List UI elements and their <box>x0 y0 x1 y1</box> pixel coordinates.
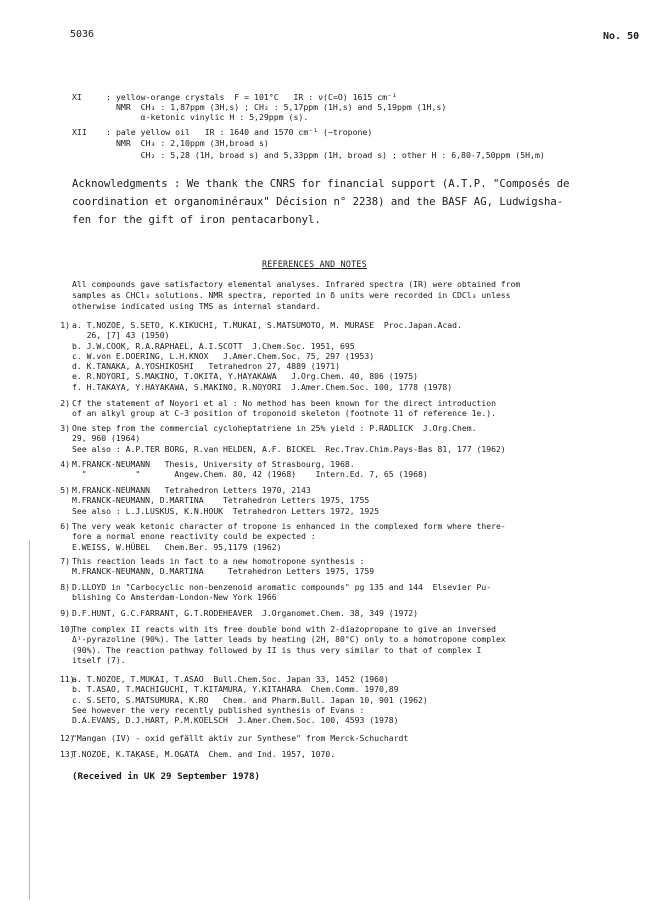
compound-sep-xii: : <box>106 127 111 137</box>
page-edge-line <box>29 540 30 900</box>
reference-item-13 <box>60 749 632 759</box>
reference-item-7 <box>60 556 632 577</box>
compound-label-xii: XII <box>72 127 87 137</box>
reference-line: M.FRANCK-NEUMANN, D.MARTINA Tetrahedron Letters 1975, 1759 <box>72 566 375 577</box>
reference-item-6 <box>60 521 632 552</box>
reference-line: (90%). The reaction pathway followed by II is thus very similar to that of complex I <box>72 644 482 655</box>
reference-number: 4) <box>60 459 70 469</box>
references-intro-line: samples as CHCl₃ solutions. NMR spectra, reported in δ units were recorded in CDCl₃ unless <box>72 290 511 300</box>
reference-line: This reaction leads in fact to a new homotropone synthesis : <box>72 556 365 566</box>
reference-number: 11) <box>60 674 75 684</box>
reference-line: M.FRANCK-NEUMANN, D.MARTINA Tetrahedron Letters 1975, 1755 <box>72 495 370 506</box>
compound-line: NMR CH₃ : 1,87ppm (3H,s) ; CH₂ : 5,17ppm (1H,s) and 5,19ppm (1H,s) <box>116 102 447 112</box>
reference-item-8 <box>60 582 632 603</box>
compound-line: pale yellow oil IR : 1640 and 1570 cm⁻¹ (~tropone) <box>116 127 373 137</box>
reference-line: T.NOZOE, K.TAKASE, M.OGATA Chem. and Ind. 1957, 1070. <box>72 749 336 759</box>
reference-item-3 <box>60 423 632 454</box>
reference-number: 10) <box>60 624 75 634</box>
reference-line: " " Angew.Chem. 80, 42 (1968) Intern.Ed. 7, 65 (1968) <box>72 469 428 480</box>
reference-line: c. S.SETO, S.MATSUMURA, K.RO Chem. and Pharm.Bull. Japan 10, 901 (1962) <box>72 694 428 705</box>
reference-number: 8) <box>60 582 70 592</box>
reference-line: E.WEISS, W.HÜBEL Chem.Ber. 95,1179 (1962) <box>72 541 282 552</box>
reference-line: d. K.TANAKA, A.YOSHIKOSHI Tetrahedron 27, 4889 (1971) <box>72 361 341 372</box>
reference-line: Δ¹-pyrazoline (90%). The latter leads by heating (2H, 80°C) only to a homotropone complex <box>72 634 506 645</box>
reference-line: See also : L.J.LUSKUS, K.N.HOUK Tetrahedron Letters 1972, 1925 <box>72 505 379 516</box>
reference-line: b. J.W.COOK, R.A.RAPHAEL, A.I.SCOTT J.Chem.Soc. 1951, 695 <box>72 340 355 351</box>
reference-line: "Mangan (IV) - oxid gefällt aktiv zur Synthese" from Merck-Schuchardt <box>72 733 409 743</box>
acknowledgments-line: coordination et organominéraux" Décision n° 2238) and the BASF AG, Ludwigsha- <box>72 196 564 208</box>
reference-line: of an alkyl group at C-3 position of troponoid skeleton (footnote 11 of reference 1e.). <box>72 408 496 419</box>
reference-line: M.FRANCK-NEUMANN Tetrahedron Letters 1970, 2143 <box>72 485 311 495</box>
compound-line: CH₂ : 5,28 (1H, broad s) and 5,33ppm (1H, broad s) ; other H : 6,80-7,50ppm (5H,m) <box>116 150 545 160</box>
references-intro-line: All compounds gave satisfactory elemental analyses. Infrared spectra (IR) were obtained from <box>72 279 521 289</box>
reference-line: See however the very recently published synthesis of Evans : <box>72 704 365 715</box>
reference-line: The very weak ketonic character of tropone is enhanced in the complexed form where there- <box>72 521 506 531</box>
reference-item-9 <box>60 608 632 618</box>
reference-number: 6) <box>60 521 70 531</box>
reference-line: 26, [7] 43 (1950) <box>72 330 170 341</box>
reference-number: 7) <box>60 556 70 566</box>
reference-line: a. T.NOZOE, T.MUKAI, T.ASAO Bull.Chem.Soc. Japan 33, 1452 (1960) <box>72 674 389 684</box>
reference-item-12 <box>60 733 632 743</box>
reference-number: 3) <box>60 423 70 433</box>
reference-item-4 <box>60 459 632 480</box>
compound-line: yellow-orange crystals F = 101°C IR : ν(C=O) 1615 cm⁻¹ <box>116 92 397 102</box>
reference-line: f. H.TAKAYA, Y.HAYAKAWA, S.MAKINO, R.NOYORI J.Amer.Chem.Soc. 100, 1778 (1978) <box>72 381 453 392</box>
issue-number: No. 50 <box>603 31 640 42</box>
reference-line: D.A.EVANS, D.J.HART, P.M.KOELSCH J.Amer.Chem.Soc. 100, 4593 (1978) <box>72 715 399 726</box>
reference-item-11 <box>60 674 632 726</box>
reference-number: 12) <box>60 733 75 743</box>
page-number: 5036 <box>70 29 95 40</box>
compound-label-xi: XI <box>72 92 82 102</box>
reference-number: 9) <box>60 608 70 618</box>
reference-line: One step from the commercial cycloheptatriene in 25% yield : P.RADLICK J.Org.Chem. <box>72 423 477 433</box>
reference-number: 5) <box>60 485 70 495</box>
reference-line: See also : A.P.TER BORG, R.van HELDEN, A.F. BICKEL Rec.Trav.Chim.Pays-Bas 81, 177 (1962) <box>72 443 506 454</box>
acknowledgments-line: Acknowledgments : We thank the CNRS for financial support (A.T.P. "Composés de <box>72 178 570 190</box>
reference-line: a. T.NOZOE, S.SETO, K.KIKUCHI, T.MUKAI, S.MATSUMOTO, M. MURASE Proc.Japan.Acad. <box>72 320 462 330</box>
reference-line: e. R.NOYORI, S.MAKINO, T.OKITA, Y.HAYAKAWA J.Org.Chem. 40, 806 (1975) <box>72 371 418 382</box>
reference-line: M.FRANCK-NEUMANN Thesis, University of Strasbourg, 1968. <box>72 459 355 469</box>
reference-line: c. W.von E.DOERING, L.H.KNOX J.Amer.Chem.Soc. 75, 297 (1953) <box>72 350 375 361</box>
reference-line: The complex II reacts with its free double bond with 2-diazopropane to give an inversed <box>72 624 496 634</box>
reference-line: D.LLOYD in "Carbocyclic non-benzenoid aromatic compounds" pg 135 and 144 Elsevier Pu- <box>72 582 492 592</box>
acknowledgments-line: fen for the gift of iron pentacarbonyl. <box>72 214 321 226</box>
compound-line: NMR CH₃ : 2,10ppm (3H,broad s) <box>116 138 269 148</box>
reference-line: Cf the statement of Noyori et al : No method has been known for the direct introduction <box>72 398 496 408</box>
reference-number: 13) <box>60 749 75 759</box>
reference-item-10 <box>60 624 632 665</box>
received-date: (Received in UK 29 September 1978) <box>72 771 261 782</box>
compound-line: α-ketonic vinylic H : 5,29ppm (s). <box>116 112 309 122</box>
reference-line: D.F.HUNT, G.C.FARRANT, G.T.RODEHEAVER J.Organomet.Chem. 38, 349 (1972) <box>72 608 418 618</box>
reference-number: 2) <box>60 398 70 408</box>
reference-line: 29, 960 (1964) <box>72 433 141 444</box>
reference-line: blishing Co Amsterdam-London-New York 1966 <box>72 592 277 603</box>
references-intro-line: otherwise indicated using TMS as internal standard. <box>72 301 321 311</box>
reference-line: itself (7). <box>72 654 126 665</box>
reference-item-5 <box>60 485 632 516</box>
compound-sep-xi: : <box>106 92 111 102</box>
reference-item-2 <box>60 398 632 419</box>
reference-line: fore a normal enone reactivity could be expected : <box>72 531 316 542</box>
reference-number: 1) <box>60 320 70 330</box>
reference-line: b. T.ASAO, T.MACHIGUCHI, T.KITAMURA, Y.KITAHARA Chem.Comm. 1970,89 <box>72 684 399 695</box>
reference-item-1 <box>60 320 632 392</box>
references-title: REFERENCES AND NOTES <box>262 259 367 269</box>
